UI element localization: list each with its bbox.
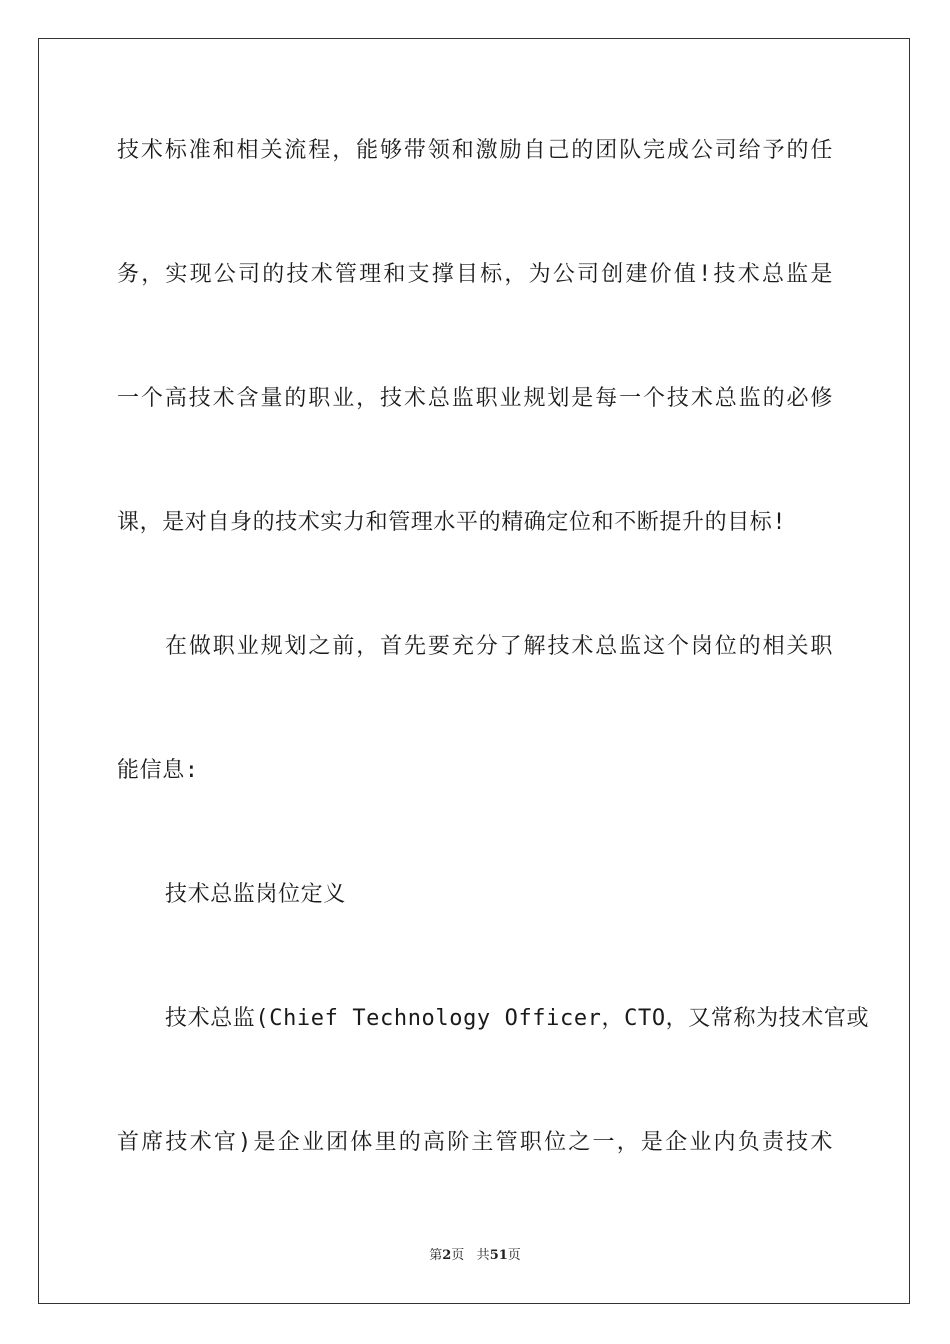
footer-total-suffix: 页 xyxy=(507,1248,521,1263)
body-text-line-9: 首席技术官)是企业团体里的高阶主管职位之一，是企业内负责技术 xyxy=(117,1130,833,1155)
body-text-line-2: 务，实现公司的技术管理和支撑目标，为公司创建价值!技术总监是 xyxy=(117,262,833,287)
section-heading: 技术总监岗位定义 xyxy=(165,882,346,907)
body-text-line-4: 课，是对自身的技术实力和管理水平的精确定位和不断提升的目标! xyxy=(117,510,787,535)
body-text-line-8: 技术总监(Chief Technology Officer，CTO，又常称为技术官或 xyxy=(165,1006,870,1031)
page-footer xyxy=(0,1246,950,1266)
footer-total-prefix: 共 xyxy=(476,1248,490,1263)
footer-total-pages: 51 xyxy=(489,1248,508,1263)
body-text-line-6: 能信息: xyxy=(117,758,199,783)
body-text-line-3: 一个高技术含量的职业，技术总监职业规划是每一个技术总监的必修 xyxy=(117,386,833,411)
footer-page-suffix: 页 xyxy=(451,1248,465,1263)
footer-page-number: 2 xyxy=(442,1248,452,1263)
page-border xyxy=(38,38,910,1304)
body-text-line-5: 在做职业规划之前，首先要充分了解技术总监这个岗位的相关职 xyxy=(165,634,833,659)
footer-page-prefix: 第 xyxy=(429,1248,443,1263)
body-text-line-1: 技术标准和相关流程，能够带领和激励自己的团队完成公司给予的任 xyxy=(117,138,833,163)
